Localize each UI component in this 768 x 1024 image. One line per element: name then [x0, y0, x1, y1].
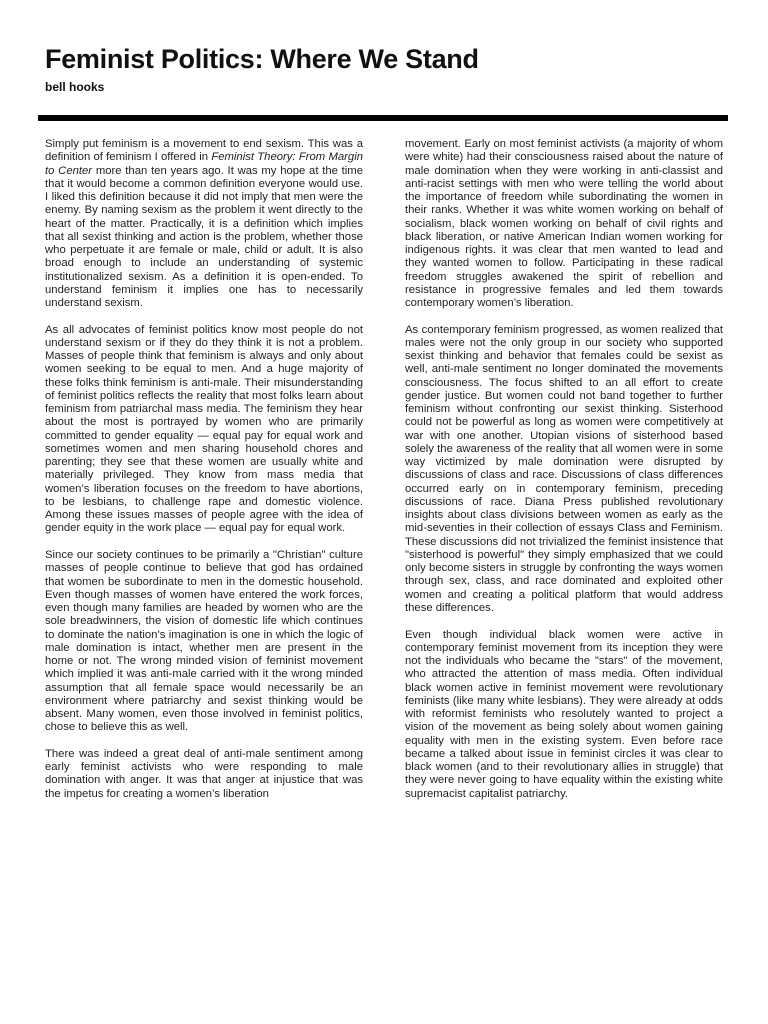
paragraph: As all advocates of feminist politics know most people do not understand sexism or if they do they think it is not a problem. Masses of people think that feminism is always and only about women seeking to be equal to men. And a huge majority of these folks think feminism is anti-male. Their misunderstanding of feminist politics reflects the reality that most folks learn about feminism from patriarchal mass media. The feminism they hear about the most is portrayed by women who are primarily committed to gender equality — equal pay for equal work and sometimes women and men sharing household chores and parenting; they see that these women are usually white and materially privileged. They know from mass media that women’s liberation focuses on the freedom to have abortions, to be lesbians, to challenge rape and domestic violence. Among these issues masses of people agree with the idea of gender equity in the work place — equal pay for equal work. — [45, 323, 363, 535]
left-text-column — [45, 138, 363, 814]
book-title-italic: Feminist Theory: From Margin to Center — [45, 151, 363, 177]
paragraph: There was indeed a great deal of anti-male sentiment among early feminist activists who were responding to male domination with anger. It was that anger at injustice that was the impetus for creating a women’s liberation — [45, 747, 363, 800]
paragraph: As contemporary feminism progressed, as women realized that males were not the only group in our society who supported sexist thinking and behavior that females could be sexist as well, anti-male sentiment no longer dominated the movements consciousness. The focus shifted to an all effort to create gender justice. But women could not band together to further feminism without confronting our sexist thinking. Sisterhood could not be powerful as long as women were competitively at war with one another. Utopian visions of sisterhood based solely the awareness of the reality that all women were in some way victimized by male domination were disrupted by discussions of class and race. Discussions of class differences occurred early on in contemporary feminism, preceding discussions of race. Diana Press published revolutionary insights about class divisions between women as early as the mid-seventies in their collection of essays Class and Feminism. These discussions did not trivialized the feminist insistence that "sisterhood is powerful" they simply emphasized that we could only become sisters in struggle by confronting the ways women through sex, class, and race dominated and exploited other women and creating a political platform that would address these differences. — [405, 323, 723, 614]
paragraph-text: more than ten years ago. It was my hope at the time that it would become a common definition everyone would use. I liked this definition because it did not imply that men were the enemy. By naming sexism as the problem it went directly to the heart of the matter. Practically, it is a definition which implies that all sexist thinking and action is the problem, whether those who perpetuate it are female or male, child or adult. It is also broad enough to include an understanding of systemic institutionalized sexism. As a definition it is open-ended. To understand feminism it implies one has to necessarily understand sexism. — [45, 164, 364, 309]
document-title: Feminist Politics: Where We Stand — [45, 44, 479, 74]
paragraph: Since our society continues to be primarily a "Christian" culture masses of people continue to believe that god has ordained that women be subordinate to men in the domestic household. Even though masses of women have entered the work forces, even though many families are headed by women who are the sole breadwinners, the vision of domestic life which continues to dominate the nation’s imagination is one in which the logic of male domination is intact, whether men are present in the home or not. The wrong minded vision of feminist movement which implied it was anti-male carried with it the wrong minded assumption that all female space would necessarily be an environment where patriarchy and sexist thinking would be absent. Many women, even those involved in feminist politics, chose to believe this as well. — [45, 549, 363, 734]
document-author: bell hooks — [45, 80, 105, 94]
right-text-column — [405, 138, 723, 814]
paragraph-text: Simply put feminism is a movement to end sexism. This was a definition of feminism I offered in — [45, 138, 363, 164]
paragraph — [45, 138, 363, 310]
header-rule-divider — [38, 115, 728, 121]
paragraph: movement. Early on most feminist activists (a majority of whom were white) had their consciousness raised about the nature of male domination when they were working in anti-classist and anti-racist settings with men who were telling the world about the importance of freedom while subordinating the women in their ranks. Whether it was white women working on behalf of socialism, black women working on behalf of civil rights and black liberation, or native American Indian women working for indigenous rights. it was clear that men wanted to lead and they wanted women to follow. Participating in these radical freedom struggles awakened the spirit of rebellion and resistance in progressive females and led them towards contemporary women’s liberation. — [405, 138, 723, 309]
paragraph: Even though individual black women were active in contemporary feminist movement from its inception they were not the individuals who became the "stars" of the movement, who attracted the attention of mass media. Often individual black women active in feminist movement were revolutionary feminists (like many white lesbians). They were already at odds with reformist feminists who resolutely wanted to project a vision of the movement as being solely about women gaining equality with men in the existing system. Even before race became a talked about issue in feminist circles it was clear to black women (and to their revolutionary allies in struggle) that they were never going to have equality within the existing white supremacist capitalist patriarchy. — [405, 628, 723, 800]
